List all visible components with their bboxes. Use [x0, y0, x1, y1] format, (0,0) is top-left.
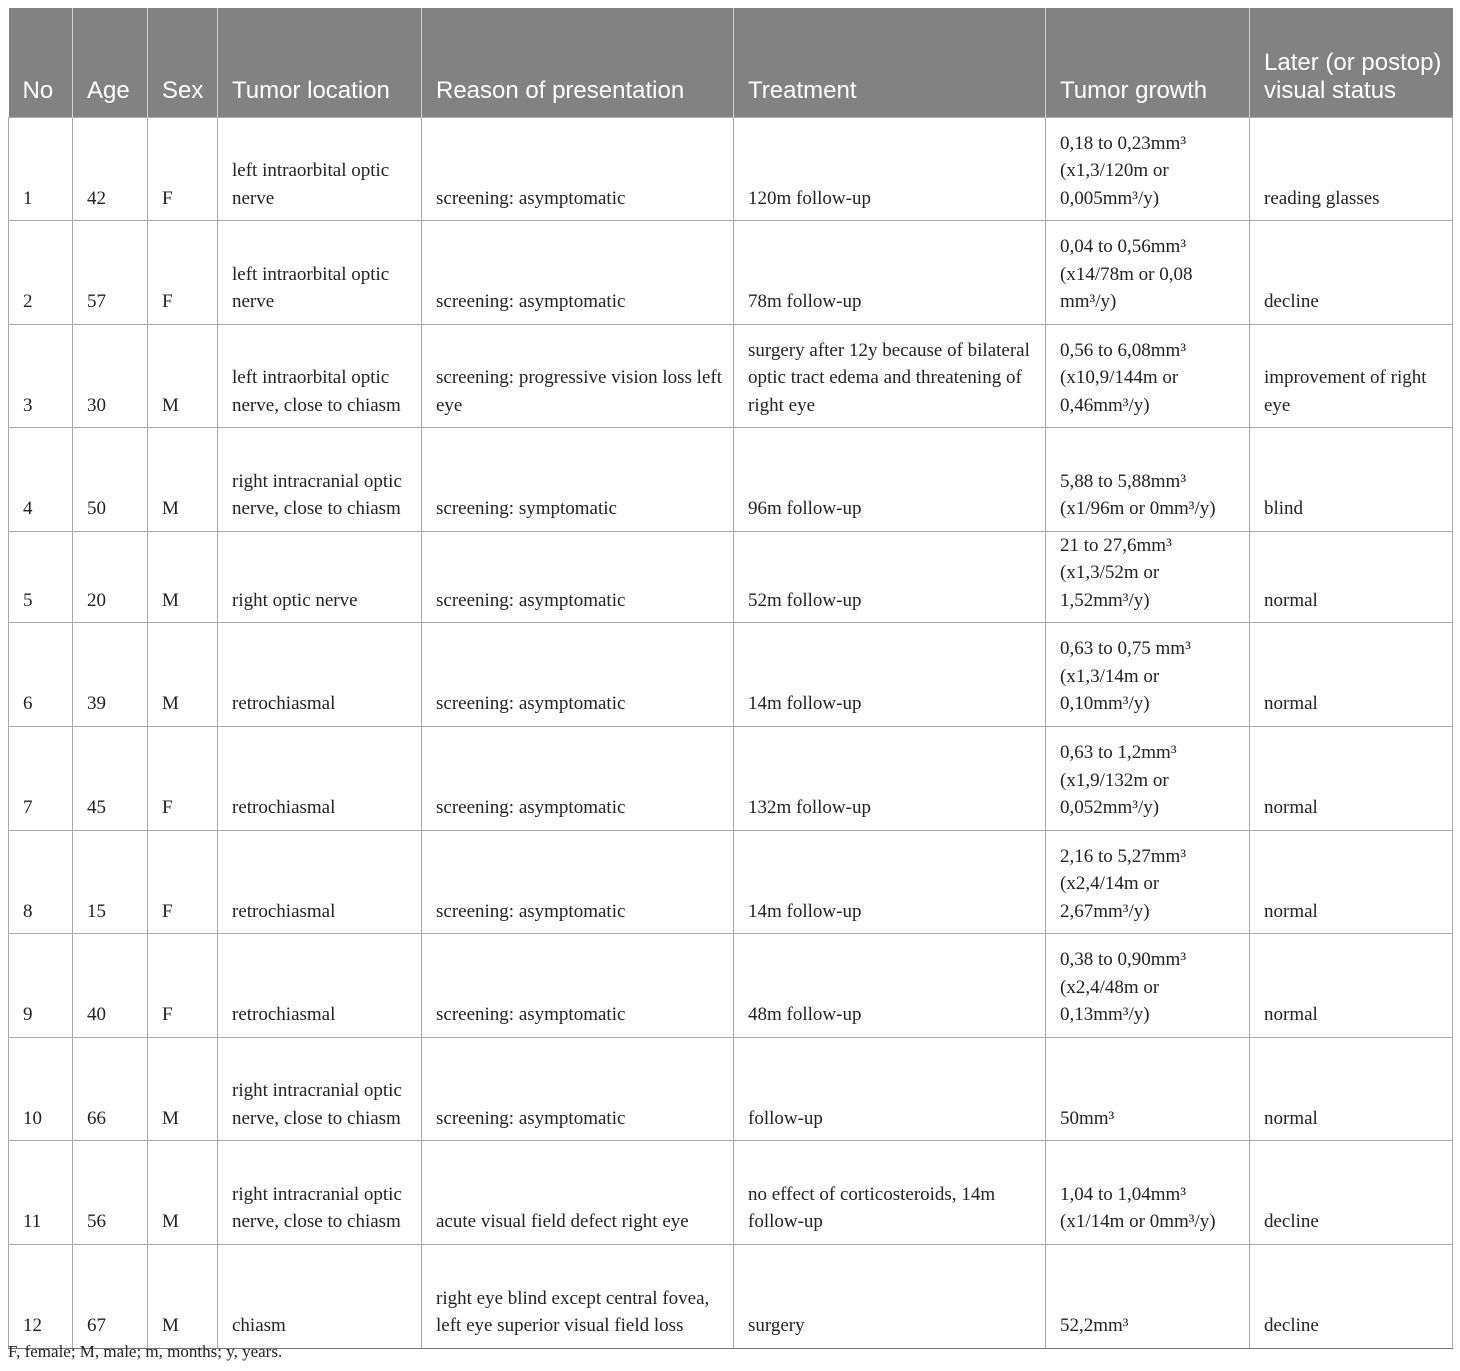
header-visual-status: Later (or postop) visual status	[1250, 8, 1453, 117]
cell-treatment: surgery	[734, 1244, 1046, 1348]
cell-visual: blind	[1250, 428, 1453, 532]
cell-reason: screening: asymptomatic	[422, 531, 734, 623]
cell-age: 45	[73, 726, 148, 830]
table-row	[9, 117, 1453, 221]
header-age: Age	[73, 8, 148, 117]
cell-treatment: follow-up	[734, 1037, 1046, 1141]
table-row	[9, 623, 1453, 727]
cell-no: 9	[9, 934, 73, 1038]
cell-no: 10	[9, 1037, 73, 1141]
cell-sex: F	[148, 726, 218, 830]
cell-growth: 0,38 to 0,90mm³ (x2,4/48m or 0,13mm³/y)	[1046, 934, 1250, 1038]
table-row	[9, 830, 1453, 934]
cell-location: right optic nerve	[218, 531, 422, 623]
cell-sex: M	[148, 1244, 218, 1348]
cell-treatment: 14m follow-up	[734, 623, 1046, 727]
cell-visual: reading glasses	[1250, 117, 1453, 221]
table-footnote: F, female; M, male; m, months; y, years.	[8, 1342, 283, 1361]
table-row	[9, 726, 1453, 830]
cell-location: right intracranial optic nerve, close to chiasm	[218, 428, 422, 532]
cell-no: 7	[9, 726, 73, 830]
cell-no: 2	[9, 221, 73, 325]
cell-reason: right eye blind except central fovea, left eye superior visual field loss	[422, 1244, 734, 1348]
cell-location: retrochiasmal	[218, 934, 422, 1038]
cell-age: 67	[73, 1244, 148, 1348]
cell-sex: F	[148, 830, 218, 934]
cell-reason: screening: asymptomatic	[422, 726, 734, 830]
table-header	[9, 8, 1453, 117]
cell-sex: M	[148, 623, 218, 727]
cell-treatment: 14m follow-up	[734, 830, 1046, 934]
cell-visual: normal	[1250, 623, 1453, 727]
cell-treatment: 96m follow-up	[734, 428, 1046, 532]
cell-reason: screening: asymptomatic	[422, 117, 734, 221]
cell-visual: normal	[1250, 830, 1453, 934]
cell-sex: M	[148, 531, 218, 623]
cell-reason: acute visual field defect right eye	[422, 1141, 734, 1245]
cell-location: right intracranial optic nerve, close to chiasm	[218, 1037, 422, 1141]
cell-no: 12	[9, 1244, 73, 1348]
cell-growth: 21 to 27,6mm³ (x1,3/52m or 1,52mm³/y)	[1046, 531, 1250, 623]
cell-sex: M	[148, 1037, 218, 1141]
patient-table	[8, 8, 1453, 1349]
cell-reason: screening: asymptomatic	[422, 1037, 734, 1141]
table-row	[9, 428, 1453, 532]
cell-age: 20	[73, 531, 148, 623]
cell-age: 40	[73, 934, 148, 1038]
cell-visual: decline	[1250, 1244, 1453, 1348]
cell-treatment: surgery after 12y because of bilateral optic tract edema and threatening of right eye	[734, 324, 1046, 428]
cell-growth: 0,56 to 6,08mm³ (x10,9/144m or 0,46mm³/y)	[1046, 324, 1250, 428]
cell-sex: F	[148, 221, 218, 325]
cell-no: 3	[9, 324, 73, 428]
cell-sex: F	[148, 117, 218, 221]
cell-growth: 5,88 to 5,88mm³ (x1/96m or 0mm³/y)	[1046, 428, 1250, 532]
cell-location: right intracranial optic nerve, close to chiasm	[218, 1141, 422, 1245]
cell-treatment: 52m follow-up	[734, 531, 1046, 623]
cell-visual: decline	[1250, 1141, 1453, 1245]
cell-sex: M	[148, 428, 218, 532]
table-row	[9, 1037, 1453, 1141]
cell-no: 6	[9, 623, 73, 727]
cell-location: retrochiasmal	[218, 830, 422, 934]
cell-no: 5	[9, 531, 73, 623]
cell-growth: 52,2mm³	[1046, 1244, 1250, 1348]
cell-growth: 0,04 to 0,56mm³ (x14/78m or 0,08 mm³/y)	[1046, 221, 1250, 325]
table-row	[9, 934, 1453, 1038]
cell-age: 15	[73, 830, 148, 934]
header-treatment: Treatment	[734, 8, 1046, 117]
cell-age: 50	[73, 428, 148, 532]
cell-reason: screening: asymptomatic	[422, 934, 734, 1038]
cell-age: 30	[73, 324, 148, 428]
table-row	[9, 1141, 1453, 1245]
table-row	[9, 324, 1453, 428]
header-no: No	[9, 8, 73, 117]
cell-treatment: 48m follow-up	[734, 934, 1046, 1038]
cell-visual: normal	[1250, 1037, 1453, 1141]
cell-reason: screening: asymptomatic	[422, 830, 734, 934]
cell-growth: 0,63 to 1,2mm³ (x1,9/132m or 0,052mm³/y)	[1046, 726, 1250, 830]
cell-growth: 1,04 to 1,04mm³ (x1/14m or 0mm³/y)	[1046, 1141, 1250, 1245]
cell-sex: M	[148, 1141, 218, 1245]
table-row	[9, 531, 1453, 623]
cell-visual: improvement of right eye	[1250, 324, 1453, 428]
cell-treatment: no effect of corticosteroids, 14m follow-up	[734, 1141, 1046, 1245]
cell-location: left intraorbital optic nerve, close to chiasm	[218, 324, 422, 428]
cell-age: 39	[73, 623, 148, 727]
cell-visual: decline	[1250, 221, 1453, 325]
cell-sex: M	[148, 324, 218, 428]
cell-no: 11	[9, 1141, 73, 1245]
cell-no: 1	[9, 117, 73, 221]
cell-treatment: 120m follow-up	[734, 117, 1046, 221]
cell-growth: 0,63 to 0,75 mm³ (x1,3/14m or 0,10mm³/y)	[1046, 623, 1250, 727]
cell-location: left intraorbital optic nerve	[218, 221, 422, 325]
cell-location: retrochiasmal	[218, 726, 422, 830]
cell-location: left intraorbital optic nerve	[218, 117, 422, 221]
cell-treatment: 78m follow-up	[734, 221, 1046, 325]
header-sex: Sex	[148, 8, 218, 117]
header-tumor-location: Tumor location	[218, 8, 422, 117]
cell-growth: 0,18 to 0,23mm³ (x1,3/120m or 0,005mm³/y)	[1046, 117, 1250, 221]
cell-growth: 2,16 to 5,27mm³ (x2,4/14m or 2,67mm³/y)	[1046, 830, 1250, 934]
cell-age: 66	[73, 1037, 148, 1141]
table-row	[9, 1244, 1453, 1348]
cell-treatment: 132m follow-up	[734, 726, 1046, 830]
cell-location: chiasm	[218, 1244, 422, 1348]
cell-visual: normal	[1250, 726, 1453, 830]
cell-reason: screening: progressive vision loss left eye	[422, 324, 734, 428]
cell-sex: F	[148, 934, 218, 1038]
cell-reason: screening: symptomatic	[422, 428, 734, 532]
cell-reason: screening: asymptomatic	[422, 623, 734, 727]
cell-age: 57	[73, 221, 148, 325]
header-reason: Reason of presentation	[422, 8, 734, 117]
cell-no: 4	[9, 428, 73, 532]
cell-age: 56	[73, 1141, 148, 1245]
header-tumor-growth: Tumor growth	[1046, 8, 1250, 117]
cell-growth: 50mm³	[1046, 1037, 1250, 1141]
cell-age: 42	[73, 117, 148, 221]
cell-location: retrochiasmal	[218, 623, 422, 727]
table-row	[9, 221, 1453, 325]
cell-no: 8	[9, 830, 73, 934]
cell-visual: normal	[1250, 934, 1453, 1038]
cell-reason: screening: asymptomatic	[422, 221, 734, 325]
cell-visual: normal	[1250, 531, 1453, 623]
